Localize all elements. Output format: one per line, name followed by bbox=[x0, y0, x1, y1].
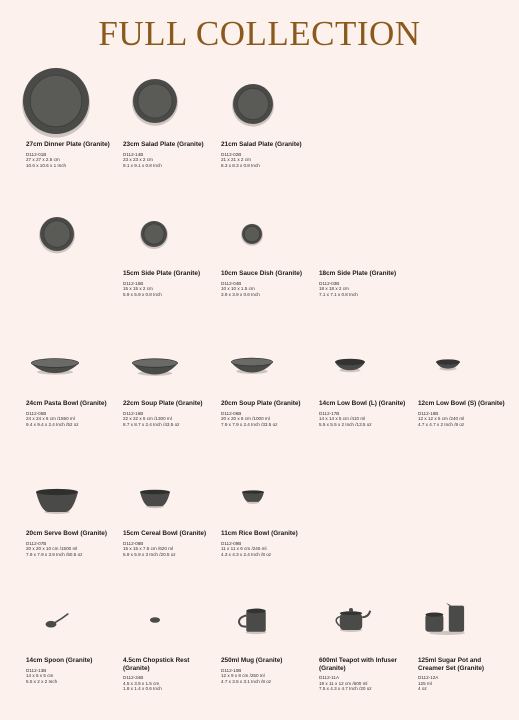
product-code: D112-11A bbox=[319, 675, 340, 681]
product-name: 22cm Soup Plate (Granite) bbox=[123, 400, 203, 407]
product-image bbox=[57, 234, 58, 235]
product-dimension: 4 oz bbox=[418, 686, 427, 692]
product-plate-shape bbox=[39, 217, 75, 253]
product-image bbox=[57, 620, 58, 621]
product-name: 21cm Salad Plate (Granite) bbox=[221, 141, 302, 148]
product-dimension: 12 x 9 x 8 cm /250 ml bbox=[221, 673, 265, 678]
product-image bbox=[448, 362, 449, 363]
product-image bbox=[256, 620, 257, 621]
product-code: D112-04B bbox=[221, 280, 242, 286]
product-rest-shape bbox=[150, 617, 160, 623]
product-dimension: 19 x 11 x 12 cm /600 ml bbox=[319, 680, 368, 686]
product-name: 250ml Mug (Granite) bbox=[221, 657, 283, 664]
product-image bbox=[155, 363, 156, 364]
product-image bbox=[155, 101, 156, 102]
product-code: D112-14B bbox=[123, 151, 144, 157]
product-image bbox=[155, 492, 156, 493]
product-dimension: 12 x 12 x 5 cm /240 ml bbox=[418, 416, 465, 421]
product-caption bbox=[221, 141, 319, 168]
product-dimension: 22 x 22 x 6 cm /1300 ml bbox=[123, 416, 172, 421]
product-caption bbox=[123, 270, 221, 297]
product-image bbox=[56, 101, 57, 102]
product-dimension: 3.9 x 3.9 x 0.6 Inch bbox=[221, 291, 260, 297]
product-name: 20cm Soup Plate (Granite) bbox=[221, 400, 301, 407]
product-caption bbox=[418, 657, 516, 692]
product-dimension: 8.7 x 8.7 x 2.4 Inch /43.5 oz bbox=[123, 421, 180, 427]
product-caption bbox=[319, 657, 417, 692]
product-caption bbox=[26, 141, 124, 168]
product-bowl-shape bbox=[231, 358, 273, 374]
product-name: 11cm Rice Bowl (Granite) bbox=[221, 530, 298, 537]
product-name: 24cm Pasta Bowl (Granite) bbox=[26, 400, 107, 407]
product-dimension: 9.1 x 9.1 x 0.8 Inch bbox=[123, 162, 162, 168]
product-dish-shape bbox=[241, 224, 263, 246]
product-bowl-shape bbox=[242, 490, 264, 504]
product-bowl-shape bbox=[31, 358, 79, 374]
product-code: D112-07B bbox=[26, 540, 47, 546]
product-plate-shape bbox=[232, 84, 274, 127]
product-dimension: 4.3 x 4.3 x 2.4 Inch /8 oz bbox=[221, 551, 272, 557]
product-dimension: 7.9 x 7.9 x 2.4 Inch /33.5 oz bbox=[221, 421, 278, 427]
product-image bbox=[447, 620, 448, 621]
product-code: D112-17B bbox=[319, 410, 340, 416]
product-caption bbox=[123, 530, 221, 557]
product-name: 18cm Side Plate (Granite) bbox=[319, 270, 397, 277]
product-dimension: 8.3 x 8.3 x 0.8 Inch bbox=[221, 162, 260, 168]
product-dimension: 5.9 x 5.9 x 3 Inch /20.5 oz bbox=[123, 551, 176, 557]
product-code: D112-10B bbox=[221, 667, 242, 673]
product-caption bbox=[123, 400, 221, 427]
product-dimension: 4.7 x 3.5 x 3.1 Inch /8 oz bbox=[221, 678, 272, 684]
product-plate-shape bbox=[140, 221, 168, 249]
product-dimension: 21 x 21 x 2 cm bbox=[221, 157, 251, 162]
product-dimension: 5.5 x 5.5 x 2 Inch /13.5 oz bbox=[319, 421, 372, 427]
product-image bbox=[252, 234, 253, 235]
product-teapot-shape bbox=[336, 608, 370, 632]
product-code: D112-18B bbox=[418, 410, 439, 416]
product-dimension: 4.5 x 3.5 x 1.5 cm bbox=[123, 680, 160, 686]
product-name: 12cm Low Bowl (S) (Granite) bbox=[418, 400, 505, 407]
product-dimension: 1.8 x 1.4 x 0.6 Inch bbox=[123, 686, 162, 692]
product-name: 600ml Teapot with Infuser (Granite) bbox=[319, 657, 398, 672]
product-dimension: 24 x 24 x 6 cm /1550 ml bbox=[26, 416, 75, 421]
product-dimension: 9.4 x 9.4 x 2.4 Inch /52 oz bbox=[26, 421, 79, 427]
product-caption bbox=[26, 530, 124, 557]
product-caption bbox=[221, 400, 319, 427]
product-image bbox=[55, 363, 56, 364]
product-image bbox=[252, 362, 253, 363]
product-code: D112-05B bbox=[26, 410, 47, 416]
product-bowl-shape bbox=[132, 358, 178, 375]
product-dimension: 5.9 x 5.9 x 0.8 Inch bbox=[123, 291, 162, 297]
product-dimension: 7.5 x 4.3 x 4.7 Inch /20 oz bbox=[319, 686, 372, 692]
product-name: 15cm Side Plate (Granite) bbox=[123, 270, 201, 277]
product-caption bbox=[221, 270, 319, 297]
product-image bbox=[155, 620, 156, 621]
product-code: D112-13B bbox=[26, 667, 47, 673]
product-mug-shape bbox=[239, 609, 266, 635]
product-name: 15cm Cereal Bowl (Granite) bbox=[123, 530, 207, 537]
product-dimension: 20 x 20 x 6 cm /1000 ml bbox=[221, 416, 270, 421]
product-spoon-shape bbox=[46, 614, 68, 628]
product-dimension: 14 x 5 x 5 cm bbox=[26, 673, 54, 678]
product-name: 14cm Low Bowl (L) (Granite) bbox=[319, 400, 406, 407]
product-name: 23cm Salad Plate (Granite) bbox=[123, 141, 204, 148]
product-image bbox=[57, 492, 58, 493]
product-code: D112-15B bbox=[123, 280, 144, 286]
product-code: D112-34B bbox=[123, 675, 144, 681]
product-dimension: 10.6 x 10.6 x 1 Inch bbox=[26, 162, 67, 168]
product-image bbox=[253, 492, 254, 493]
product-dimension: 11 x 11 x 6 cm /245 ml bbox=[221, 546, 267, 551]
product-bowl-shape bbox=[140, 490, 170, 509]
product-dimension: 15 x 15 x 7.5 cm /620 ml bbox=[123, 546, 174, 551]
page-title: FULL COLLECTION bbox=[98, 14, 421, 53]
product-code: D112-09B bbox=[221, 540, 242, 546]
product-caption bbox=[123, 141, 221, 168]
product-dimension: 23 x 23 x 2 cm bbox=[123, 157, 153, 162]
product-code: D112-01B bbox=[26, 151, 47, 157]
product-sugar-creamer-shape bbox=[425, 603, 465, 635]
product-caption bbox=[221, 657, 319, 684]
product-plate-shape bbox=[22, 68, 90, 138]
product-dimension: 14 x 14 x 5 cm /410 ml bbox=[319, 416, 366, 421]
product-caption bbox=[319, 400, 417, 427]
product-caption bbox=[418, 400, 516, 427]
product-dimension: 7.1 x 7.1 x 0.8 Inch bbox=[319, 291, 358, 297]
product-bowl-shape bbox=[36, 489, 78, 514]
product-caption bbox=[123, 657, 221, 692]
product-image bbox=[350, 362, 351, 363]
product-caption bbox=[26, 657, 124, 684]
product-dimension: 5.5 x 2 x 2 Inch bbox=[26, 678, 58, 684]
product-caption bbox=[221, 530, 319, 557]
product-code: D112-03B bbox=[319, 280, 340, 286]
product-plate-shape bbox=[132, 79, 178, 126]
product-name: 4.5cm Chopstick Rest (Granite) bbox=[123, 657, 190, 672]
product-bowl-shape bbox=[436, 359, 460, 370]
product-name: 20cm Serve Bowl (Granite) bbox=[26, 530, 107, 537]
product-image bbox=[253, 104, 254, 105]
product-name: 10cm Sauce Dish (Granite) bbox=[221, 270, 302, 277]
product-dimension: 125 ml bbox=[418, 680, 432, 686]
product-dimension: 15 x 15 x 2 cm bbox=[123, 286, 153, 291]
product-name: 125ml Sugar Pot and Creamer Set (Granite) bbox=[418, 657, 485, 672]
product-bowl-shape bbox=[335, 359, 365, 373]
product-image bbox=[154, 234, 155, 235]
product-dimension: 7.9 x 7.9 x 3.9 Inch /50.5 oz bbox=[26, 551, 83, 557]
product-image bbox=[351, 618, 352, 619]
product-caption bbox=[319, 270, 417, 297]
product-dimension: 27 x 27 x 2.5 cm bbox=[26, 157, 60, 162]
product-caption bbox=[26, 400, 124, 427]
product-code: D112-16B bbox=[123, 410, 144, 416]
product-code: D112-06B bbox=[221, 410, 242, 416]
product-dimension: 18 x 18 x 2 cm bbox=[319, 286, 349, 291]
product-name: 27cm Dinner Plate (Granite) bbox=[26, 141, 110, 148]
product-dimension: 20 x 20 x 10 cm /1500 ml bbox=[26, 546, 78, 551]
product-dimension: 10 x 10 x 1.5 cm bbox=[221, 286, 255, 291]
product-dimension: 4.7 x 4.7 x 2 Inch /8 oz bbox=[418, 421, 465, 427]
product-code: D112-12A bbox=[418, 675, 439, 681]
product-name: 14cm Spoon (Granite) bbox=[26, 657, 93, 664]
product-code: D112-02B bbox=[221, 151, 242, 157]
product-code: D112-08B bbox=[123, 540, 144, 546]
